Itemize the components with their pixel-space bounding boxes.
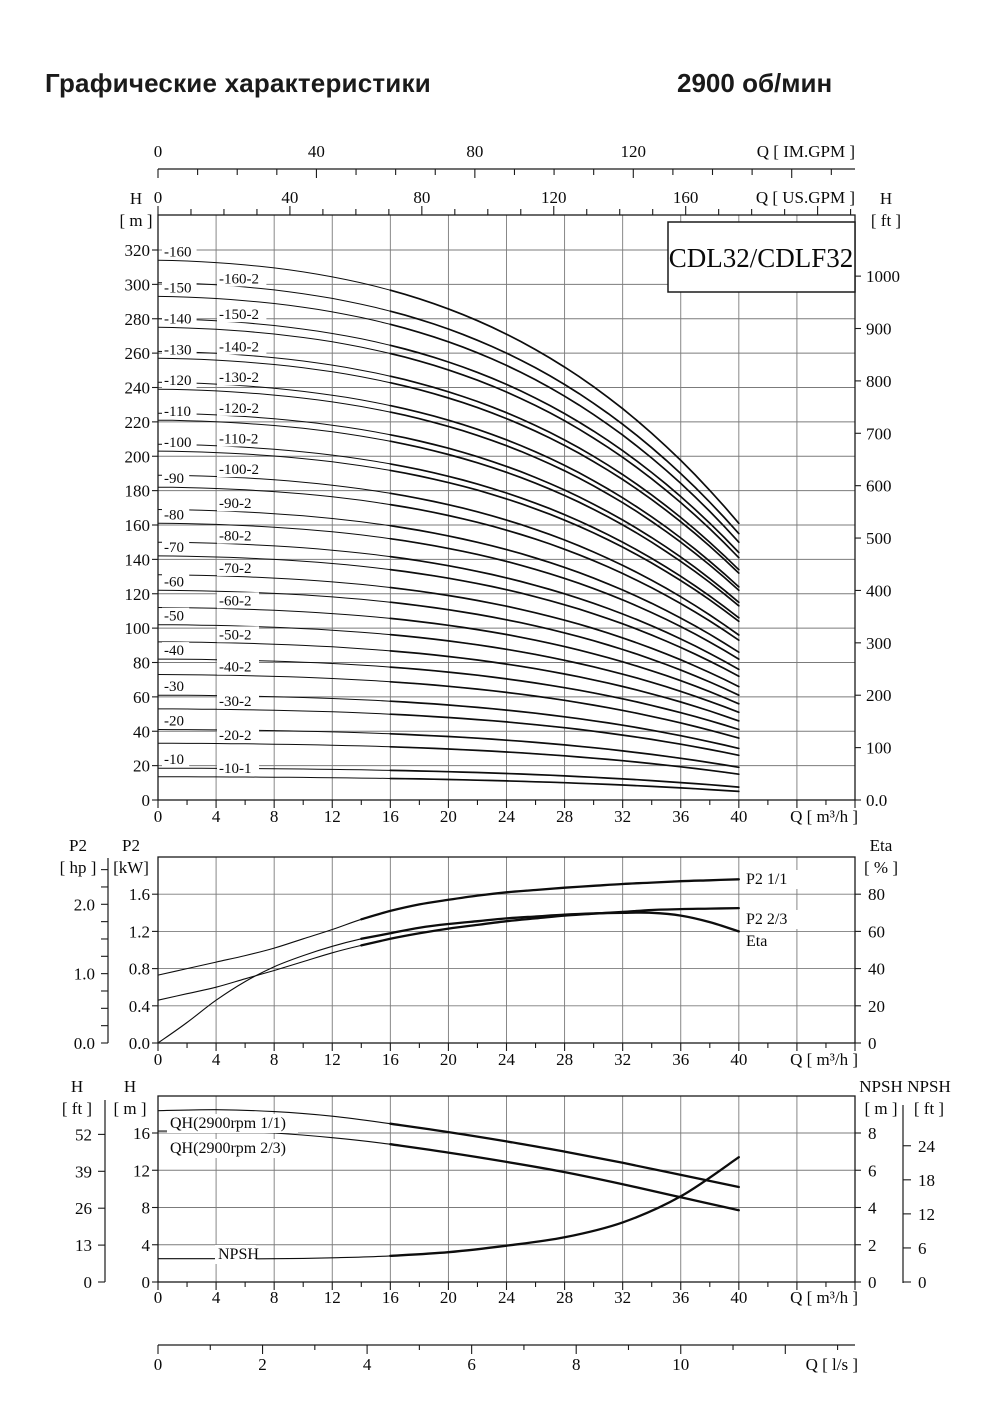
im-tick-label: 0 [153,142,163,161]
curve-label: -130-2 [219,370,259,387]
eta-tick-label: 20 [868,996,885,1016]
x-tick-label: 40 [730,807,748,826]
x-tick-label: 20 [439,1050,457,1069]
x-tick-label: 16 [381,1288,399,1307]
curve-thick-Eta [361,913,739,939]
im-tick-label: 40 [307,142,325,161]
h-m-tick-label: 320 [124,241,150,260]
h-ft-tick-label: 500 [866,529,892,549]
page-speed-label: 2900 об/мин [677,68,833,98]
curve-label: -90 [164,471,184,488]
curve-label: -120 [164,373,192,390]
x-axis-title: Q [ m³/h ] [790,1050,858,1069]
kw-tick-label: 0.0 [128,1034,150,1053]
x-tick-label: 36 [672,1288,690,1307]
ls-tick-label: 2 [258,1355,267,1374]
npsh-ft-axis-name: NPSH [907,1077,951,1096]
curve-thick-P2 1/1 [361,879,739,919]
h-ft-axis-name: H [70,1077,84,1096]
h-m-tick-label: 140 [124,550,150,570]
curve-label: -140 [164,311,192,328]
model-box [668,222,855,292]
h-ft-axis-unit: [ ft ] [61,1099,93,1118]
eta-tick-label: 0 [868,1034,877,1053]
x-tick-label: 36 [672,1050,690,1069]
us-tick-label: 80 [413,188,431,207]
x-tick-label: 36 [672,807,690,826]
x-tick-label: 32 [614,1288,632,1307]
curve-label: -20-2 [219,727,252,744]
curve-label: -80-2 [219,528,252,545]
ls-tick-label: 10 [672,1355,690,1374]
ls-tick-label: 0 [153,1355,163,1374]
h-ft-tick-label: 1000 [866,267,900,287]
npsh-m-tick-label: 8 [868,1124,877,1143]
h-ft-tick-label: 900 [866,319,892,339]
x-tick-label: 24 [498,1050,515,1069]
npsh-ft-tick-label: 24 [918,1136,935,1156]
h-m-tick-label: 12 [133,1161,150,1181]
ls-tick-label: 4 [362,1355,372,1374]
h-m-tick-label: 240 [124,378,150,398]
power-curve-labels [743,870,807,951]
h-m-tick-label: 8 [141,1198,150,1218]
curve-label: -140-2 [219,339,259,356]
curve-label: -100-2 [219,462,259,479]
h-ft-tick-label: 0.0 [866,791,888,810]
x-tick-label: 16 [381,807,399,826]
curve-label: -50-2 [219,627,252,644]
curve-label: -50 [164,608,184,625]
us-gpm-axis [154,188,855,215]
x-tick-label: 0 [153,807,163,826]
curve-label: -150 [164,280,192,297]
h-m-axis-unit: [ m ] [113,1099,147,1118]
h-ft-axis-unit: [ ft ] [870,211,902,230]
x-tick-label: 20 [439,807,457,826]
h-m-tick-label: 4 [141,1235,150,1255]
x-tick-label: 28 [556,1050,574,1069]
curve-label: -160-2 [219,271,259,288]
x-tick-label: 24 [498,1288,515,1307]
x-tick-label: 4 [211,1050,221,1069]
power-chart [60,836,898,1069]
curve-label: -80 [164,507,184,524]
h-m-tick-label: 120 [124,584,150,604]
curve-label: -130 [164,342,192,359]
curve-label: -110-2 [219,431,259,448]
x-tick-label: 0 [153,1050,163,1069]
curve-label: -60-2 [219,593,252,610]
curve-label: P2 1/1 [746,871,788,888]
h-m-tick-label: 40 [133,722,150,742]
h-m-axis-unit: [ m ] [119,211,153,230]
x-axis-title: Q [ m³/h ] [790,1288,858,1307]
hp-tick-label: 2.0 [73,895,95,915]
eta-axis-unit: [ % ] [864,858,898,877]
curve-label: -10-1 [219,761,252,778]
h-m-tick-label: 260 [124,344,150,364]
eta-axis-name: Eta [869,836,893,855]
x-tick-label: 32 [614,807,632,826]
im-tick-label: 80 [466,142,484,161]
curve-label: -110 [164,404,191,421]
qh-npsh-chart [62,1077,951,1374]
npsh-m-axis-name: NPSH [859,1077,903,1096]
x-tick-label: 4 [211,807,221,826]
npsh-m-tick-label: 4 [868,1198,877,1218]
curve-label: -20 [164,713,184,730]
us-tick-label: 160 [672,188,699,207]
x-tick-label: 32 [614,1050,632,1069]
h-ft-axis-name: H [879,189,893,208]
h-ft-tick-label: 400 [866,581,892,601]
h-m-tick-label: 300 [124,275,150,295]
h-m-tick-label: 60 [133,687,150,707]
us-tick-label: 120 [541,188,567,207]
x-tick-label: 28 [556,1288,574,1307]
curve-label: QH(2900rpm 1/1) [170,1115,286,1132]
npsh-ft-axis-unit: [ ft ] [913,1099,945,1118]
kw-axis-name: P2 [122,836,140,855]
h-m-tick-label: 220 [124,412,150,432]
h-m-tick-label: 280 [124,309,150,329]
eta-tick-label: 60 [868,922,885,942]
kw-tick-label: 1.2 [128,922,150,942]
x-tick-label: 8 [269,1288,279,1307]
h-m-axis-name: H [123,1077,137,1096]
h-ft-tick-label: 600 [866,476,892,496]
curve-label: -150-2 [219,307,259,324]
curve-thick-P2 2/3 [361,908,739,945]
h-m-tick-label: 16 [133,1124,150,1143]
x-tick-label: 24 [498,807,515,826]
curve-label: -70 [164,539,184,556]
us-tick-label: 0 [153,188,163,207]
kw-tick-label: 0.4 [128,996,150,1016]
h-m-axis-name: H [129,189,143,208]
h-ft-tick-label: 26 [75,1199,92,1219]
curve-label: -40 [164,643,184,660]
x-tick-label: 12 [323,1288,341,1307]
curve-label: -70-2 [219,560,252,577]
eta-tick-label: 40 [868,959,885,979]
h-m-tick-label: 0 [141,791,150,810]
main-chart [119,142,901,826]
x-tick-label: 12 [323,807,341,826]
curve-label: QH(2900rpm 2/3) [170,1140,286,1157]
curve-label: Eta [746,933,768,950]
model-label: CDL32/CDLF32 [668,243,854,273]
x-tick-label: 40 [730,1050,748,1069]
curve-label: -40-2 [219,659,252,676]
hp-axis-name: P2 [69,836,87,855]
x-tick-label: 8 [269,807,279,826]
x-axis-title: Q [ m³/h ] [790,807,858,826]
curve-label: -100 [164,435,192,452]
npsh-m-tick-label: 0 [868,1273,877,1292]
h-ft-tick-label: 300 [866,633,892,653]
h-m-tick-label: 160 [124,516,150,535]
page-title: Графические характеристики [45,68,431,98]
npsh-ft-tick-label: 6 [918,1238,927,1258]
hp-tick-label: 0.0 [73,1034,95,1053]
kw-tick-label: 1.6 [128,885,150,905]
h-m-tick-label: 0 [141,1273,150,1292]
h-m-tick-label: 100 [124,619,150,639]
hp-tick-label: 1.0 [73,964,95,984]
h-ft-tick-label: 800 [866,371,892,391]
curve-label: -30-2 [219,693,252,710]
curve-label: -160 [164,244,192,261]
npsh-m-axis-unit: [ m ] [864,1099,898,1118]
curve-label: -30 [164,679,184,696]
ls-tick-label: 8 [571,1355,581,1374]
x-tick-label: 4 [211,1288,221,1307]
h-ft-tick-label: 100 [866,738,892,758]
npsh-ft-tick-label: 0 [918,1273,927,1292]
npsh-ft-tick-label: 18 [918,1170,935,1190]
h-m-tick-label: 80 [133,653,150,673]
h-ft-tick-label: 0 [83,1273,92,1292]
im-tick-label: 120 [620,142,647,161]
h-m-tick-label: 180 [124,481,150,501]
h-ft-tick-label: 39 [75,1162,92,1182]
curve-label: -90-2 [219,496,252,513]
curve-label: -10 [164,752,184,769]
kw-axis-unit: [kW] [113,858,149,877]
h-ft-tick-label: 700 [866,424,892,444]
im-gpm-axis [154,142,855,178]
us-tick-label: 40 [281,188,299,207]
im-axis-title: Q [ IM.GPM ] [756,142,855,161]
npsh-ft-tick-label: 12 [918,1204,935,1224]
x-tick-label: 0 [153,1288,163,1307]
curve-label: -60 [164,574,184,591]
npsh-m-tick-label: 6 [868,1161,877,1181]
hp-axis-unit: [ hp ] [59,858,97,877]
kw-tick-label: 0.8 [128,959,150,979]
x-tick-label: 16 [381,1050,399,1069]
curve-label: NPSH [218,1246,259,1263]
eta-tick-label: 80 [868,885,885,905]
curve-label: -120-2 [219,400,259,417]
x-tick-label: 20 [439,1288,457,1307]
h-m-tick-label: 20 [133,756,150,776]
ls-axis [154,1345,858,1374]
x-tick-label: 8 [269,1050,279,1069]
us-axis-title: Q [ US.GPM ] [755,188,855,207]
qh-curve-labels [167,1114,298,1264]
npsh-m-tick-label: 2 [868,1235,877,1255]
x-tick-label: 12 [323,1050,341,1069]
ls-axis-title: Q [ l/s ] [805,1355,858,1374]
x-tick-label: 28 [556,807,574,826]
curve-label: P2 2/3 [746,911,788,928]
x-tick-label: 40 [730,1288,748,1307]
ls-tick-label: 6 [467,1355,476,1374]
h-m-tick-label: 200 [124,447,150,467]
h-ft-tick-label: 52 [75,1125,92,1145]
h-ft-tick-label: 200 [866,686,892,706]
h-ft-tick-label: 13 [75,1236,92,1256]
